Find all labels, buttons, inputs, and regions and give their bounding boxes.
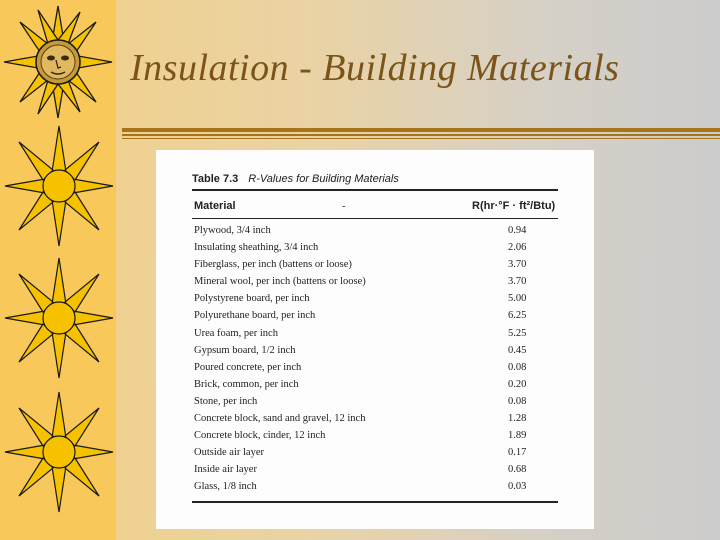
material-cell: Concrete block, cinder, 12 inch [194, 430, 326, 442]
column-header-rvalue: R(hr·°F · ft²/Btu) [472, 200, 556, 212]
table-row [192, 327, 558, 344]
table-row [192, 292, 558, 309]
column-header-dash: - [342, 200, 346, 212]
material-cell: Inside air layer [194, 464, 257, 476]
material-cell: Poured concrete, per inch [194, 361, 302, 373]
rvalue-cell: 0.20 [508, 378, 527, 390]
table-row [192, 224, 558, 241]
rvalue-cell: 3.70 [508, 276, 527, 288]
rvalue-cell: 0.17 [508, 447, 527, 459]
table-row [192, 412, 558, 429]
title-divider [122, 134, 720, 136]
table-header-rule [192, 218, 558, 219]
rvalue-cell: 0.68 [508, 464, 527, 476]
rvalue-cell: 1.89 [508, 430, 527, 442]
material-cell: Gypsum board, 1/2 inch [194, 344, 296, 356]
sunburst-icon [4, 390, 114, 514]
table-top-rule [192, 189, 558, 191]
material-cell: Polystyrene board, per inch [194, 293, 310, 305]
table-caption-text: R-Values for Building Materials [248, 173, 399, 185]
table-row [192, 463, 558, 480]
material-cell: Urea foam, per inch [194, 327, 278, 339]
table-row [192, 395, 558, 412]
table-row [192, 429, 558, 446]
material-cell: Plywood, 3/4 inch [194, 225, 271, 236]
table-number: Table 7.3 [192, 173, 239, 185]
sun-face-icon [2, 4, 114, 120]
rvalue-cell: 0.94 [508, 225, 527, 236]
table-row [192, 446, 558, 463]
slide-title: Insulation - Building Materials [130, 47, 620, 89]
rvalue-cell: 0.45 [508, 344, 527, 356]
material-cell: Outside air layer [194, 447, 264, 459]
table-row [192, 275, 558, 292]
rvalue-cell: 5.00 [508, 293, 527, 305]
rvalue-cell: 3.70 [508, 259, 527, 271]
rvalue-cell: 0.03 [508, 481, 527, 493]
material-cell: Fiberglass, per inch (battens or loose) [194, 259, 352, 271]
sunburst-icon [4, 124, 114, 248]
material-cell: Concrete block, sand and gravel, 12 inch [194, 413, 366, 425]
scanned-table-image [156, 150, 594, 529]
rvalue-cell: 1.28 [508, 413, 527, 425]
rvalue-cell: 0.08 [508, 361, 527, 373]
table-caption [192, 173, 399, 185]
table-row [192, 309, 558, 326]
rvalue-cell: 0.08 [508, 395, 527, 407]
material-cell: Polyurethane board, per inch [194, 310, 316, 322]
title-divider [122, 138, 720, 139]
rvalue-cell: 5.25 [508, 327, 527, 339]
table-row [192, 378, 558, 395]
table-row [192, 258, 558, 275]
table-bottom-rule [192, 501, 558, 503]
table-row [192, 241, 558, 258]
table-body [192, 224, 558, 498]
material-cell: Mineral wool, per inch (battens or loose) [194, 276, 366, 288]
sunburst-icon [4, 256, 114, 380]
table-row [192, 480, 558, 497]
column-header-material: Material [194, 200, 236, 212]
table-row [192, 361, 558, 378]
rvalue-cell: 2.06 [508, 242, 527, 254]
material-cell: Insulating sheathing, 3/4 inch [194, 242, 319, 254]
title-divider [122, 128, 720, 132]
table-row [192, 344, 558, 361]
material-cell: Glass, 1/8 inch [194, 481, 257, 493]
rvalue-cell: 6.25 [508, 310, 527, 322]
decorative-sidebar [0, 0, 116, 540]
material-cell: Brick, common, per inch [194, 378, 299, 390]
material-cell: Stone, per inch [194, 395, 258, 407]
